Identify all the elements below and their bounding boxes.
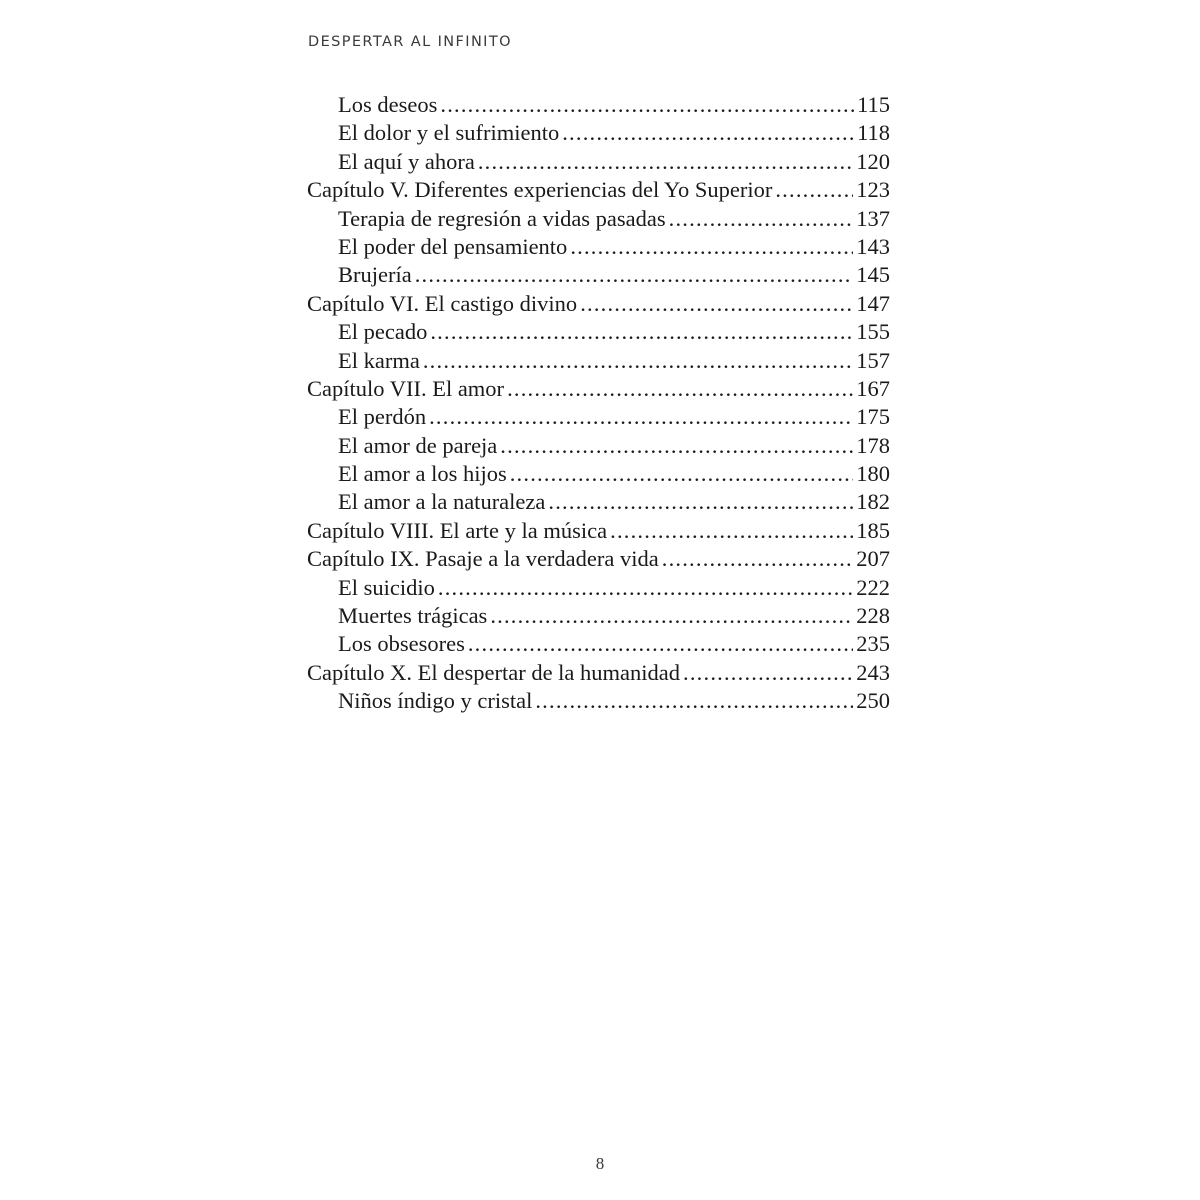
dot-leader [562, 119, 854, 147]
toc-entry-page-number: 178 [856, 432, 890, 458]
toc-entry-title: Capítulo V. Diferentes experiencias del Yo Superior [307, 177, 773, 203]
toc-entry-page-number: 118 [857, 120, 890, 146]
toc-section-entry [307, 602, 890, 630]
toc-entry-title: Capítulo VII. El amor [307, 375, 505, 401]
toc-section-entry [307, 347, 890, 375]
toc-entry-page-number: 143 [856, 233, 890, 259]
toc-chapter-entry [307, 375, 890, 403]
toc-entry-title: El pecado [338, 319, 428, 345]
dot-leader [438, 574, 853, 602]
dot-leader [775, 176, 853, 204]
dot-leader [662, 545, 854, 573]
toc-entry-title: Capítulo VI. El castigo divino [307, 290, 578, 316]
toc-entry-page-number: 182 [856, 489, 890, 515]
toc-section-entry [307, 261, 890, 289]
toc-entry-title: Capítulo VIII. El arte y la música [307, 517, 608, 543]
toc-section-entry [307, 630, 890, 658]
dot-leader [535, 687, 853, 715]
toc-section-entry [307, 488, 890, 516]
toc-section-entry [307, 119, 890, 147]
toc-entry-page-number: 147 [856, 290, 890, 316]
toc-entry-page-number: 145 [856, 262, 890, 288]
toc-entry-page-number: 123 [856, 177, 890, 203]
table-of-contents [307, 91, 890, 716]
toc-section-entry [307, 318, 890, 346]
toc-entry-title: Capítulo IX. Pasaje a la verdadera vida [307, 546, 659, 572]
dot-leader [500, 432, 853, 460]
toc-section-entry [307, 205, 890, 233]
toc-section-entry [307, 91, 890, 119]
toc-section-entry [307, 460, 890, 488]
toc-entry-title: El suicidio [338, 574, 435, 600]
toc-chapter-entry [307, 290, 890, 318]
dot-leader [440, 91, 854, 119]
toc-entry-page-number: 137 [856, 205, 890, 231]
toc-entry-page-number: 250 [856, 688, 890, 714]
toc-chapter-entry [307, 659, 890, 687]
toc-entry-page-number: 207 [856, 546, 890, 572]
dot-leader [507, 375, 853, 403]
toc-entry-page-number: 222 [856, 574, 890, 600]
toc-entry-page-number: 167 [856, 375, 890, 401]
dot-leader [610, 517, 853, 545]
toc-entry-page-number: 185 [856, 517, 890, 543]
dot-leader [570, 233, 853, 261]
dot-leader [415, 261, 854, 289]
dot-leader [669, 205, 854, 233]
dot-leader [429, 403, 853, 431]
toc-entry-title: Muertes trágicas [338, 603, 488, 629]
dot-leader [510, 460, 854, 488]
toc-entry-page-number: 180 [856, 461, 890, 487]
dot-leader [580, 290, 853, 318]
running-header: DESPERTAR AL INFINITO [308, 34, 512, 50]
toc-section-entry [307, 432, 890, 460]
toc-entry-page-number: 115 [857, 92, 890, 117]
toc-chapter-entry [307, 545, 890, 573]
toc-section-entry [307, 687, 890, 715]
toc-section-entry [307, 574, 890, 602]
toc-entry-title: Capítulo X. El despertar de la humanidad [307, 659, 681, 685]
toc-entry-title: El dolor y el sufrimiento [338, 120, 560, 146]
toc-section-entry [307, 148, 890, 176]
toc-entry-title: Niños índigo y cristal [338, 688, 533, 714]
dot-leader [683, 659, 853, 687]
toc-entry-page-number: 175 [856, 404, 890, 430]
page-number: 8 [595, 1154, 605, 1173]
toc-entry-title: El amor a los hijos [338, 461, 507, 487]
dot-leader [468, 630, 853, 658]
toc-entry-title: Terapia de regresión a vidas pasadas [338, 205, 666, 231]
toc-section-entry [307, 403, 890, 431]
toc-entry-title: El karma [338, 347, 420, 373]
toc-entry-title: El perdón [338, 404, 427, 430]
toc-entry-page-number: 157 [856, 347, 890, 373]
dot-leader [490, 602, 853, 630]
toc-chapter-entry [307, 176, 890, 204]
toc-section-entry [307, 233, 890, 261]
toc-entry-page-number: 120 [856, 148, 890, 174]
toc-entry-title: El aquí y ahora [338, 148, 475, 174]
dot-leader [423, 347, 853, 375]
dot-leader [548, 488, 853, 516]
dot-leader [478, 148, 853, 176]
dot-leader [430, 318, 853, 346]
toc-entry-title: El amor de pareja [338, 432, 498, 458]
toc-entry-title: Brujería [338, 262, 412, 288]
toc-entry-title: Los deseos [338, 92, 438, 117]
toc-entry-page-number: 243 [856, 659, 890, 685]
toc-entry-title: Los obsesores [338, 631, 465, 657]
toc-entry-page-number: 155 [856, 319, 890, 345]
toc-entry-title: El poder del pensamiento [338, 233, 568, 259]
toc-chapter-entry [307, 517, 890, 545]
toc-entry-page-number: 228 [856, 603, 890, 629]
toc-entry-page-number: 235 [856, 631, 890, 657]
toc-entry-title: El amor a la naturaleza [338, 489, 546, 515]
